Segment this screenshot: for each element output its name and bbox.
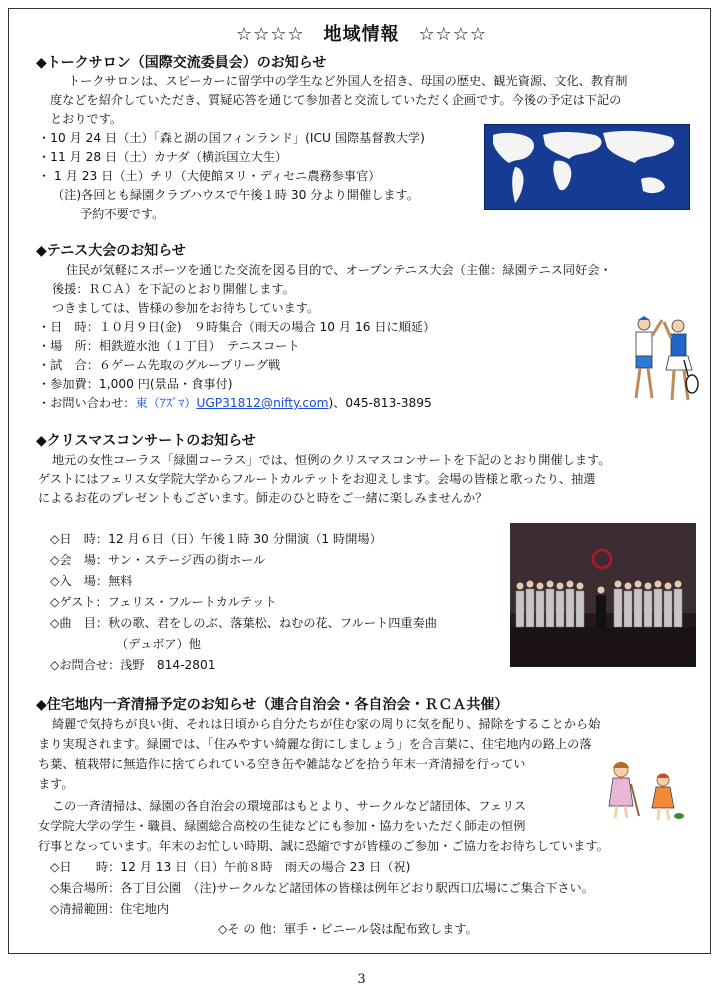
talk-salon-text: トークサロンは、スピーカーに留学中の学生など外国人を招き、母国の歴史、観光資源、文化、教育制 xyxy=(68,74,628,88)
cleaning-illustration xyxy=(603,760,685,824)
concert-text: 地元の女性コーラス「緑園コーラス」では、恒例のクリスマスコンサートを下記のとおり開催します。 xyxy=(52,453,611,467)
tennis-text: 後援：ＲＣＡ）を下記のとおり開催します。 xyxy=(52,282,295,296)
page-number: 3 xyxy=(357,972,366,987)
talk-salon-heading: ◆トークサロン（国際交流委員会）のお知らせ xyxy=(36,55,327,71)
page-title: ☆☆☆☆ 地域情報 ☆☆☆☆ xyxy=(235,24,488,45)
cleanup-text: ち葉、植栽帯に無造作に捨てられている空き缶や雑誌などを拾う年末一斉清掃を行ってい xyxy=(38,757,526,771)
tennis-contact-name: 東（ｱｽﾞﾏ） xyxy=(135,396,197,410)
concert-detail-venue: ◇会 場：サン・ステージ西の街ホール xyxy=(50,553,266,567)
cleanup-text: ます。 xyxy=(38,777,74,791)
concert-detail-contact: ◇お問合せ：浅野 814-2801 xyxy=(50,658,216,672)
cleanup-detail-meeting-place: ◇集合場所：各丁目公園 （注)サークルなど諸団体の皆様は例年どおり駅西口広場にご集合下さい。 xyxy=(50,881,594,895)
concert-detail-date: ◇日 時：12 月６日（日）午後１時 30 分開演（1 時開場） xyxy=(50,532,382,546)
tennis-players-illustration xyxy=(622,312,702,412)
cleanup-text: 綺麗で気持ちが良い街、それは日頃から自分たちが住む家の周りに気を配り、掃除をすることから始 xyxy=(52,717,601,731)
concert-detail-guest: ◇ゲスト：フェリス・フルートカルテット xyxy=(50,595,277,609)
cleanup-detail-area: ◇清掃範囲：住宅地内 xyxy=(50,902,170,916)
tennis-heading: ◆テニス大会のお知らせ xyxy=(36,243,186,259)
cleanup-detail-date: ◇日 時：12 月 13 日（日）午前８時 雨天の場合 23 日（祝) xyxy=(50,860,411,874)
talk-salon-text: 度などを紹介していただき、質疑応答を通じて参加者と交流していただく企画です。今後の予定は下記の xyxy=(50,93,622,107)
cleanup-detail-other: ◇そ の 他：軍手・ビニール袋は配布致します。 xyxy=(218,922,478,936)
concert-detail-program: ◇曲 目：秋の歌、君をしのぶ、落葉松、ねむの花、フルート四重奏曲 xyxy=(50,616,437,630)
cleanup-text: 行事となっています。年末のお忙しい時期、誠に恐縮ですが皆様のご参加・ご協力をお待ちしています。 xyxy=(38,839,609,853)
choir-photo xyxy=(510,523,696,667)
world-map-image xyxy=(484,124,690,210)
talk-salon-note: （注)各回とも緑園クラブハウスで午後１時 30 分より開催します。 xyxy=(52,188,419,202)
tennis-contact-phone: )、045-813-3895 xyxy=(328,396,432,410)
concert-detail-admission: ◇入 場：無料 xyxy=(50,574,133,588)
talk-salon-schedule-item: ・11 月 28 日（土）カナダ（横浜国立大生） xyxy=(38,150,288,164)
christmas-concert-heading: ◆クリスマスコンサートのお知らせ xyxy=(36,433,256,449)
tennis-text: 住民が気軽にスポーツを通じた交流を図る目的で、オープンテニス大会（主催：緑園テニス同好会・ xyxy=(66,263,612,277)
tennis-detail-fee: ・参加費：1,000 円(景品・食事付) xyxy=(38,377,233,391)
concert-detail-program-cont: （デュボア）他 xyxy=(116,637,201,651)
tennis-detail-match: ・試 合：６ゲーム先取のグループリーグ戦 xyxy=(38,358,281,372)
talk-salon-schedule-item: ・ 1 月 23 日（土）チリ（大使館ヌリ・ディセニ農務参事官） xyxy=(38,169,381,183)
talk-salon-schedule-item: ・10 月 24 日（土）「森と湖の国フィンランド」(ICU 国際基督教大学) xyxy=(38,131,425,145)
cleanup-text: この一斉清掃は、緑園の各自治会の環境部はもとより、サークルなど諸団体、フェリス xyxy=(52,799,527,813)
tennis-contact-label: ・お問い合わせ： xyxy=(38,396,136,410)
cleanup-heading: ◆住宅地内一斉清掃予定のお知らせ（連合自治会・各自治会・ＲＣＡ共催） xyxy=(36,697,509,713)
tennis-contact xyxy=(38,394,432,412)
tennis-text: つきましては、皆様の参加をお待ちしています。 xyxy=(52,301,320,315)
cleanup-text: まり実現されます。緑園では、「住みやすい綺麗な街にしましょう」を合言葉に、住宅地内の路上の落 xyxy=(38,737,592,751)
tennis-detail-place: ・場 所：相鉄遊水池（１丁目） テニスコート xyxy=(38,339,300,353)
talk-salon-text: とおりです。 xyxy=(50,112,123,126)
concert-text: ゲストにはフェリス女学院大学からフルートカルテットをお迎えします。会場の皆様と歌ったり、抽選 xyxy=(38,472,596,486)
tennis-detail-date: ・日 時：１０月９日(金) ９時集合（雨天の場合 10 月 16 日に順延） xyxy=(38,320,436,334)
concert-text: によるお花のプレゼントもございます。師走のひと時をご一緒に楽しみませんか？ xyxy=(38,491,488,505)
tennis-contact-email-link[interactable]: UGP31812@nifty.com xyxy=(196,396,329,410)
cleanup-text: 女学院大学の学生・職員、緑園総合高校の生徒などにも参加・協力をいただく師走の恒例 xyxy=(38,819,526,833)
talk-salon-note: 予約不要です。 xyxy=(80,207,165,221)
